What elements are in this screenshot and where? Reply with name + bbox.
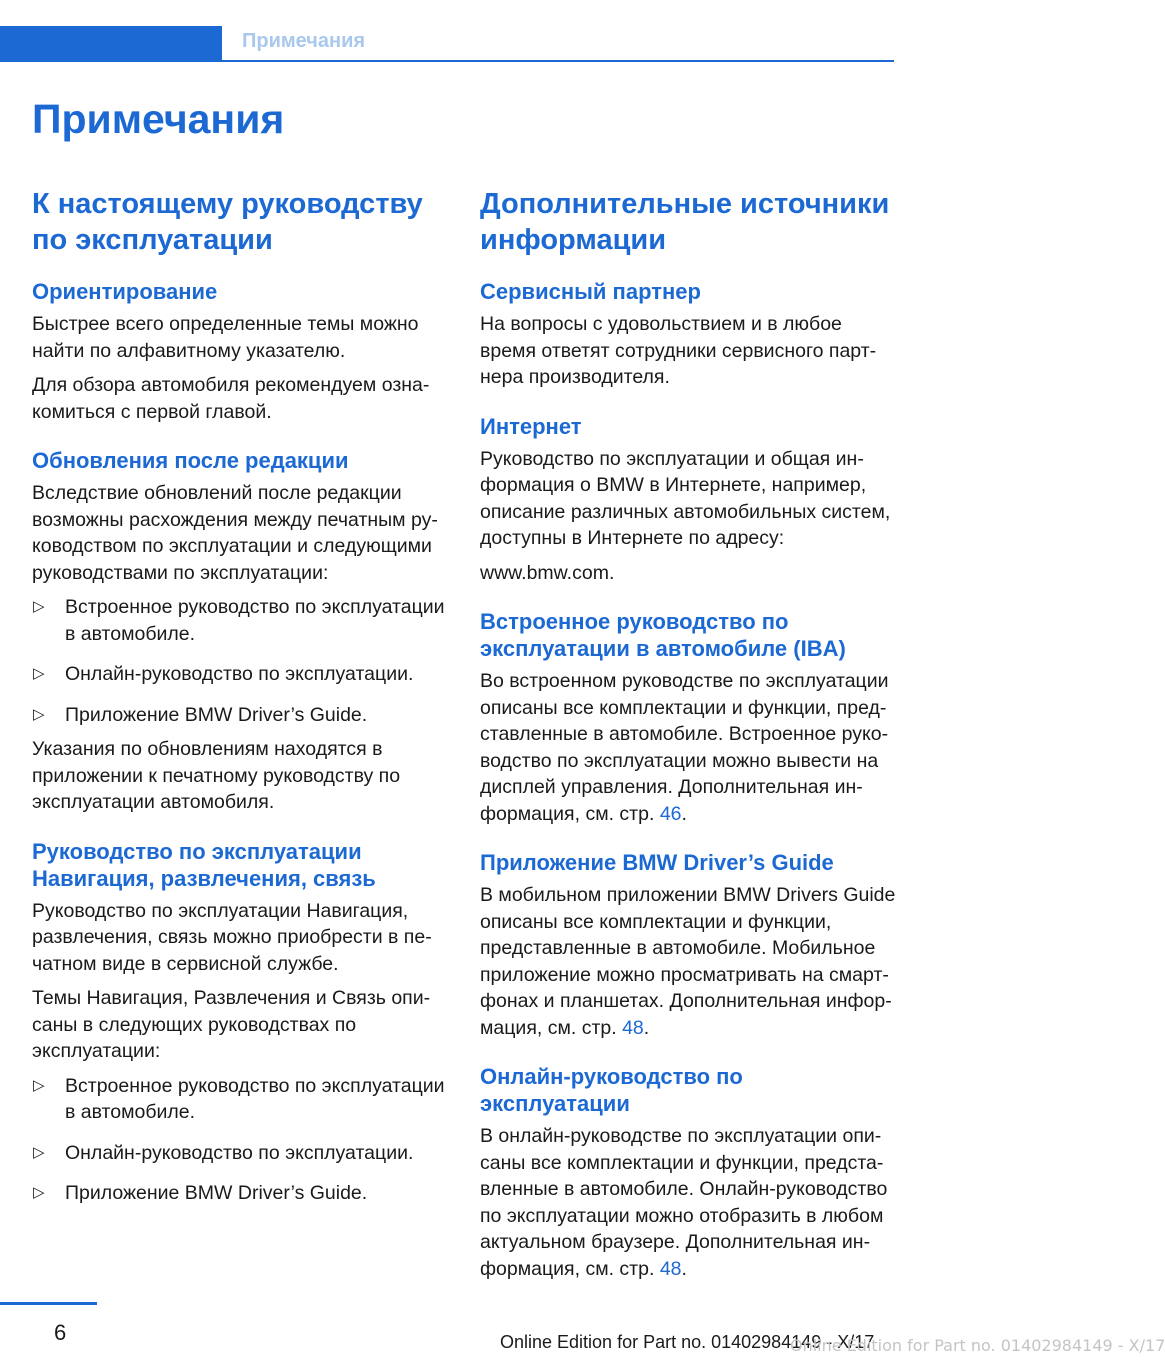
page-number: 6 — [54, 1320, 67, 1345]
list-item: ▷ Приложение BMW Driver’s Guide. — [32, 702, 448, 729]
paragraph: Руководство по эксплуатации и общая информация о BMW в Интернете, например, описание различных автомобильных систем, доступны в Интернете по адресу: — [480, 447, 891, 549]
paragraph: Во встроенном руководстве по эксплуатации описаны все комплектации и функции, представленные в автомобиле. Встроенное руководство по эксплуатации можно вывести на дисплей управления. Дополнительная информация, см. стр. 46. — [480, 670, 889, 825]
paragraph: На вопросы с удовольствием и в любое время ответят сотрудники сервисного партнера производителя. — [480, 313, 877, 388]
left-column — [32, 186, 448, 1229]
section-integrated-manual — [480, 608, 896, 827]
subheading-navigation-manual: Руководство по эксплуатации Навигация, развлечения, связь — [32, 838, 376, 891]
page-reference-link[interactable]: 46 — [659, 802, 682, 825]
list-item: ▷ Встроенное руководство по эксплуатации в автомобиле. — [33, 596, 445, 645]
paragraph: Руководство по эксплуатации Навигация, развлечения, связь можно приобрести в печатном виде в сервисной службе. — [32, 899, 432, 975]
section-heading-manual: К настоящему руководству по эксплуатации — [32, 188, 423, 256]
running-header-title: Примечания — [242, 30, 366, 52]
list-item: ▷ Приложение BMW Driver’s Guide. — [32, 1180, 448, 1207]
bullet-list — [32, 1073, 448, 1207]
bullet-list — [32, 594, 448, 728]
watermark: Online Edition for Part no. 01402984149 - X/17 — [790, 1336, 1165, 1355]
triangle-right-icon: ▷ — [33, 1184, 45, 1201]
edition-note: Online Edition for Part no. 01402984149 - X/17 — [500, 1332, 875, 1352]
section-updates — [32, 447, 448, 816]
list-item: ▷ Онлайн-руководство по эксплуатации. — [32, 1140, 448, 1167]
paragraph: Вследствие обновлений после редакции возможны расхождения между печатным руководством по эксплуатации и следующими руководствами по эксплуатации: — [32, 482, 438, 584]
paragraph: Для обзора автомобиля рекомендуем ознакомиться с первой главой. — [32, 374, 430, 423]
header-accent-bar — [0, 26, 222, 62]
page-reference-link[interactable]: 48 — [622, 1016, 644, 1039]
list-item: ▷ Онлайн-руководство по эксплуатации. — [32, 661, 448, 688]
subheading-integrated-manual: Встроенное руководство по эксплуатации в автомобиле (IBA) — [480, 609, 846, 661]
page-title: Примечания — [32, 96, 285, 142]
section-drivers-guide — [480, 849, 896, 1041]
paragraph: Быстрее всего определенные темы можно найти по алфавитному указателю. — [32, 313, 419, 362]
triangle-right-icon: ▷ — [33, 705, 45, 723]
subheading-online-manual: Онлайн-руководство по эксплуатации — [480, 1064, 743, 1116]
triangle-right-icon: ▷ — [33, 598, 45, 615]
section-heading-sources: Дополнительные источники информации — [480, 188, 890, 256]
paragraph: Темы Навигация, Развлечения и Связь описаны в следующих руководствах по эксплуатации: — [32, 987, 431, 1062]
section-service-partner — [480, 278, 896, 391]
section-online-manual — [480, 1063, 896, 1282]
right-column — [480, 186, 896, 1304]
page-reference-link[interactable]: 48 — [659, 1257, 682, 1280]
triangle-right-icon: ▷ — [33, 1143, 45, 1161]
subheading-service-partner: Сервисный партнер — [480, 279, 701, 304]
subheading-drivers-guide: Приложение BMW Driver’s Guide — [480, 850, 834, 875]
subheading-internet: Интернет — [480, 413, 582, 439]
section-orientation — [32, 278, 448, 425]
header-rule — [222, 60, 894, 62]
triangle-right-icon: ▷ — [33, 1076, 45, 1094]
paragraph: В онлайн-руководстве по эксплуатации описаны все комплектации и функции, представленные в автомобиле. Онлайн-руководство по эксплуатации можно отобразить в любом актуальном браузере. Дополнительная информация, см. стр. 48. — [480, 1125, 888, 1280]
section-navigation-manual — [32, 838, 448, 1207]
triangle-right-icon: ▷ — [33, 665, 45, 682]
subheading-orientation: Ориентирование — [32, 279, 218, 304]
paragraph: В мобильном приложении BMW Drivers Guide описаны все комплектации и функции, представленные в автомобиле. Мобильное приложение можно просматривать на смартфонах и планшетах. Дополнительная информация, см. стр. 48. — [480, 884, 896, 1039]
paragraph: Указания по обновлениям находятся в приложении к печатному руководству по эксплуатации автомобиля. — [32, 738, 401, 813]
list-item: ▷ Встроенное руководство по эксплуатации в автомобиле. — [33, 1074, 445, 1123]
subheading-updates: Обновления после редакции — [32, 448, 349, 473]
section-internet — [480, 413, 896, 587]
footer-rule — [0, 1302, 97, 1305]
website-address: www.bmw.com. — [480, 561, 615, 584]
